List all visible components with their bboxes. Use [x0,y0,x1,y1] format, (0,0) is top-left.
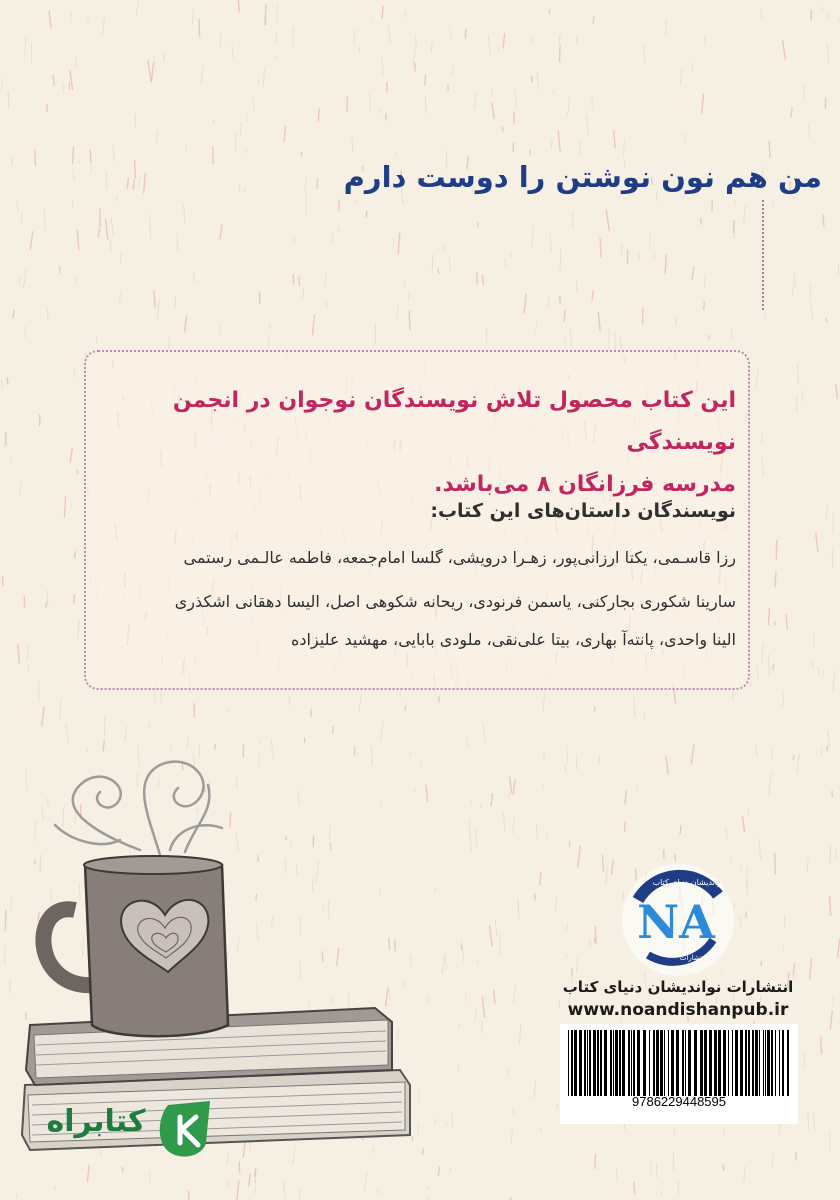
authors-line-1: رزا قاسـمی، یکتا ارزانی‌پور، زهـرا درویشی، گلسا امام‌جمعه، فاطمه عالـمی رستمی [183,548,736,567]
publisher-url: www.noandishanpub.ir [567,1000,789,1020]
authors-line-2: سارینا شکوری بجارکنی، یاسمن فرنودی، ریحانه شکوهی اصل، الیسا دهقانی اشکذری [174,592,736,611]
intro-text [96,380,736,506]
dotted-divider [762,200,764,310]
publisher-logo-letters: NA [637,895,715,949]
book-title: من هم نون نوشتن را دوست دارم [343,160,822,194]
leaf-k-icon [160,1101,210,1157]
publisher-logo-ring-text: نواندیشان دنیای کتاب [652,878,724,887]
barcode [560,1024,798,1124]
publisher-logo-ring-sub: انتشارات [679,954,707,962]
steam-icon [55,762,222,855]
intro-line-1: این کتاب محصول تلاش نویسندگان نوجوان در انجمن نویسندگی [172,388,736,455]
authors-heading: نویسندگان داستان‌های این کتاب: [430,500,736,522]
store-logo-text: کتابراه [46,1104,146,1139]
publisher-name: انتشارات نواندیشان دنیای کتاب [562,978,794,996]
publisher-logo-icon [618,860,738,980]
isbn-number: 9786229448595 [632,1094,726,1109]
intro-line-2: مدرسه فرزانگان ۸ می‌باشد. [434,472,736,497]
authors-line-3: الینا واحدی، پانته‌آ بهاری، بیتا علی‌نقی، ملودی بابایی، مهشید علیزاده [290,630,736,649]
